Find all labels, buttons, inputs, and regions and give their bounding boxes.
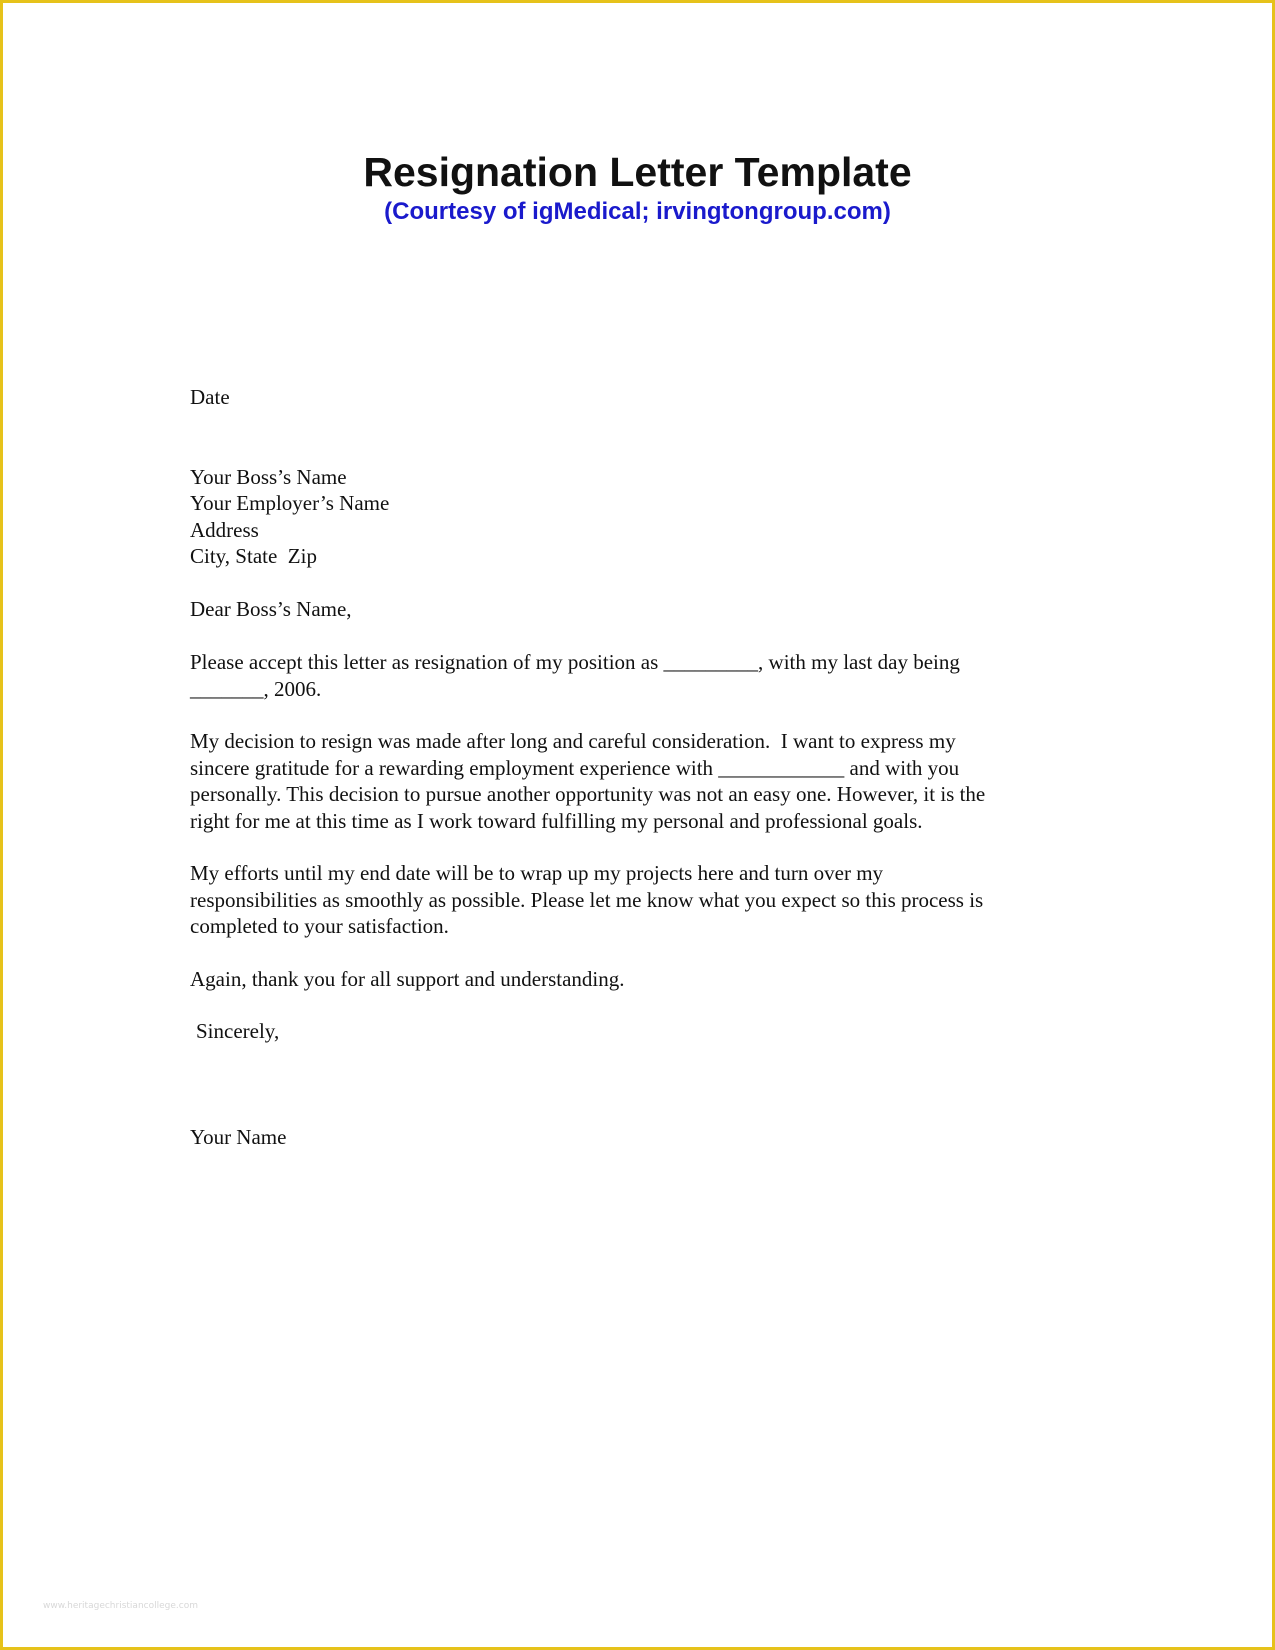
watermark-text: www.heritagechristiancollege.com (43, 1601, 198, 1611)
paragraph-position (190, 649, 1070, 702)
paragraph-line: Please accept this letter as resignation of my position as _________, with my last day being (190, 650, 960, 674)
recipient-address: Address (190, 517, 259, 542)
paragraph-thanks: Again, thank you for all support and understanding. (190, 966, 625, 991)
paragraph-gratitude (190, 728, 1070, 834)
paragraph-line: _______, 2006. (190, 676, 322, 701)
page-title: Resignation Letter Template (363, 149, 912, 195)
document-header (3, 149, 1272, 227)
recipient-city-state-zip: City, State Zip (190, 544, 317, 568)
paragraph-line: My efforts until my end date will be to wrap up my projects here and turn over my (190, 861, 884, 885)
paragraph-line: responsibilities as smoothly as possible. Please let me know what you expect so this process is (190, 887, 984, 912)
letter-body (190, 384, 1070, 1150)
paragraph-transition (190, 860, 1070, 940)
paragraph-line: completed to your satisfaction. (190, 914, 449, 938)
signature-name: Your Name (190, 1124, 287, 1149)
paragraph-line: right for me at this time as I work toward fulfilling my personal and professional goals. (190, 808, 923, 833)
salutation: Dear Boss’s Name, (190, 597, 352, 621)
paragraph-line: personally. This decision to pursue another opportunity was not an easy one. However, it is the (190, 782, 986, 806)
recipient-boss-name: Your Boss’s Name (190, 464, 347, 489)
courtesy-subtitle: (Courtesy of igMedical; irvingtongroup.com) (384, 198, 891, 225)
letter-date: Date (190, 385, 230, 409)
paragraph-line: sincere gratitude for a rewarding employment experience with ____________ and with you (190, 755, 960, 780)
paragraph-line: My decision to resign was made after long and careful consideration. I want to express my (190, 729, 956, 753)
closing: Sincerely, (196, 1019, 280, 1043)
recipient-block (190, 464, 1070, 570)
recipient-employer-name: Your Employer’s Name (190, 491, 390, 515)
